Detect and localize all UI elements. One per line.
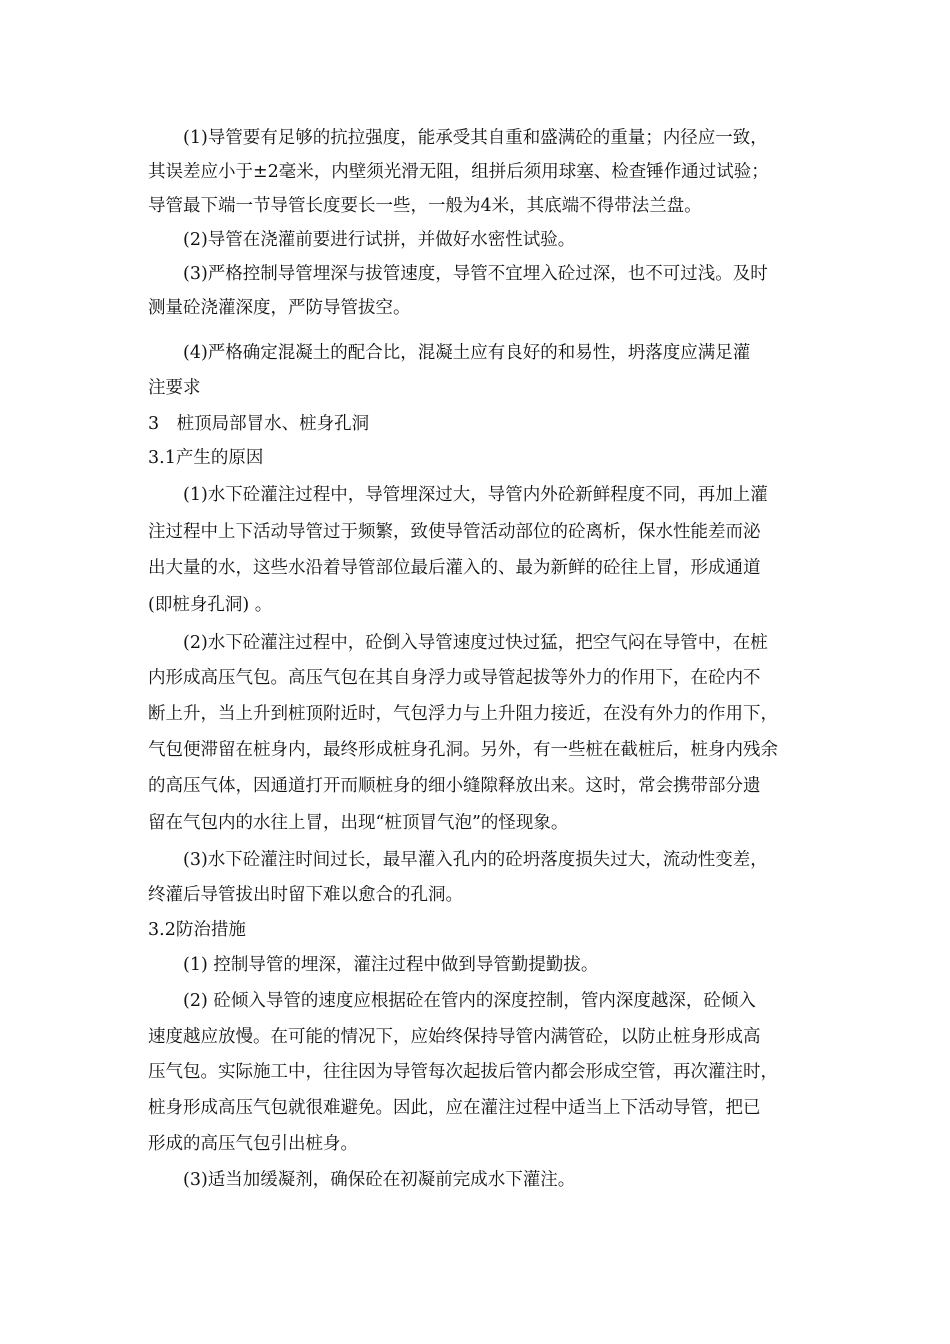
paragraph-line: (2)水下砼灌注过程中，砼倒入导管速度过快过猛，把空气闷在导管中，在桩	[183, 633, 768, 653]
paragraph-line: 压气包。实际施工中，往往因为导管每次起拔后管内都会形成空管，再次灌注时，	[148, 1062, 778, 1082]
subsection-heading: 3.1产生的原因	[148, 448, 264, 468]
paragraph-line: (1)水下砼灌注过程中，导管埋深过大，导管内外砼新鲜程度不同，再加上灌	[183, 485, 768, 505]
paragraph-line: 内形成高压气包。高压气包在其自身浮力或导管起拔等外力的作用下，在砼内不	[148, 668, 761, 688]
paragraph-line: 注要求	[148, 378, 201, 398]
paragraph-line: 出大量的水，这些水沿着导管部位最后灌入的、最为新鲜的砼往上冒，形成通道	[148, 558, 761, 578]
paragraph-line: 的高压气体，因通道打开而顺桩身的细小缝隙释放出来。这时，常会携带部分遗	[148, 776, 761, 796]
paragraph-line: 速度越应放慢。在可能的情况下，应始终保持导管内满管砼，以防止桩身形成高	[148, 1027, 761, 1047]
paragraph-line: 气包便滞留在桩身内，最终形成桩身孔洞。另外，有一些桩在截桩后，桩身内残余	[148, 740, 778, 760]
paragraph-line: (3)适当加缓凝剂，确保砼在初凝前完成水下灌注。	[183, 1170, 576, 1190]
paragraph-line: 留在气包内的水往上冒，出现“桩顶冒气泡”的怪现象。	[148, 813, 569, 833]
paragraph-line: (2)导管在浇灌前要进行试拼，并做好水密性试验。	[183, 230, 576, 250]
paragraph-line: 测量砼浇灌深度，严防导管拔空。	[148, 298, 411, 318]
paragraph-line: (1) 控制导管的埋深，灌注过程中做到导管勤提勤拔。	[183, 955, 599, 975]
paragraph-line: 终灌后导管拔出时留下难以愈合的孔洞。	[148, 885, 463, 905]
paragraph-line: (3)严格控制导管埋深与拔管速度，导管不宜埋入砼过深，也不可过浅。及时	[183, 264, 768, 284]
paragraph-line: 桩身形成高压气包就很难避免。因此，应在灌注过程中适当上下活动导管，把已	[148, 1098, 761, 1118]
subsection-heading: 3.2防治措施	[148, 920, 246, 940]
paragraph-line: (即桩身孔洞) 。	[148, 595, 273, 615]
paragraph-line: 其误差应小于±2毫米，内壁须光滑无阻，组拼后须用球塞、检查锤作通过试验；	[148, 162, 769, 182]
paragraph-line: 注过程中上下活动导管过于频繁，致使导管活动部位的砼离析，保水性能差而泌	[148, 522, 761, 542]
paragraph-line: (3)水下砼灌注时间过长，最早灌入孔内的砼坍落度损失过大，流动性变差，	[183, 850, 768, 870]
paragraph-line: (4)严格确定混凝土的配合比，混凝土应有良好的和易性，坍落度应满足灌	[183, 343, 751, 363]
paragraph-line: 形成的高压气包引出桩身。	[148, 1134, 358, 1154]
section-heading: 3 桩顶局部冒水、桩身孔洞	[148, 414, 370, 434]
paragraph-line: (2) 砼倾入导管的速度应根据砼在管内的深度控制，管内深度越深，砼倾入	[183, 991, 756, 1011]
paragraph-line: 断上升，当上升到桩顶附近时，气包浮力与上升阻力接近，在没有外力的作用下，	[148, 704, 778, 724]
paragraph-line: 导管最下端一节导管长度要长一些，一般为4米，其底端不得带法兰盘。	[148, 196, 702, 216]
paragraph-line: (1)导管要有足够的抗拉强度，能承受其自重和盛满砼的重量；内径应一致，	[183, 128, 768, 148]
